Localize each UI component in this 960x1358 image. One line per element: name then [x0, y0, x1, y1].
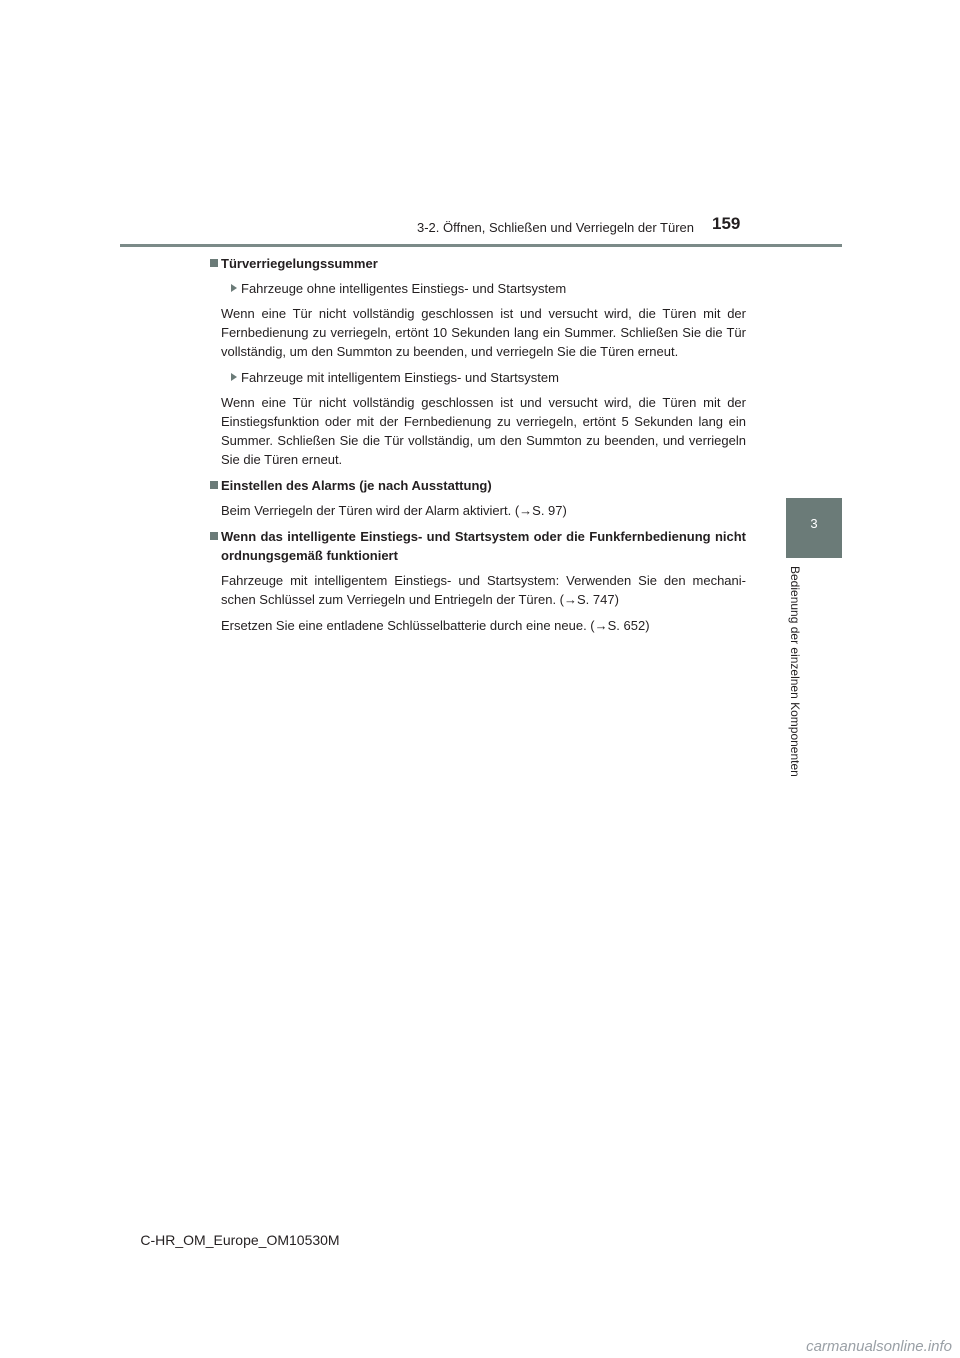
- paragraph: Fahrzeuge mit intelligentem Einstiegs- und Startsystem: Verwenden Sie den mechani-schen Schlüssel zum Verriegeln und Entriegeln der Türen. (→S. 747): [221, 573, 746, 607]
- paragraph: Ersetzen Sie eine entladene Schlüsselbatterie durch eine neue. (→S. 652): [221, 618, 650, 633]
- section-malfunction: [210, 527, 746, 635]
- main-content: [210, 254, 746, 642]
- header-divider: [120, 244, 842, 247]
- section-title: 3-2. Öffnen, Schließen und Verriegeln der Türen: [416, 220, 694, 235]
- chapter-title: Bedienung der einzelnen Komponenten: [788, 566, 802, 777]
- subsection-label-text: Fahrzeuge mit intelligentem Einstiegs- und Startsystem: [241, 370, 559, 385]
- section-heading: [210, 254, 746, 273]
- paragraph: Beim Verriegeln der Türen wird der Alarm aktiviert. (→S. 97): [221, 503, 567, 518]
- triangle-right-icon: [231, 373, 237, 381]
- section-heading-text: Wenn das intelligente Einstiegs- und Startsystem oder die Funkfernbedienung nicht ordnungsgemäß funktioniert: [221, 529, 746, 563]
- square-bullet-icon: [210, 481, 218, 489]
- document-code: C-HR_OM_Europe_OM10530M: [140, 1232, 340, 1248]
- paragraph: Wenn eine Tür nicht vollständig geschlossen ist und versucht wird, die Türen mit der Fernbedienung zu verriegeln, ertönt 10 Sekunden lang ein Summer. Schließen Sie die Tür vollständig, um den Summton zu beenden, und verriegeln Sie die Türen erneut.: [221, 306, 746, 359]
- subsection-label-text: Fahrzeuge ohne intelligentes Einstiegs- und Startsystem: [241, 281, 567, 296]
- subsection-label: [210, 368, 746, 387]
- subsection-label: [210, 279, 746, 298]
- section-heading-text: Türverriegelungssummer: [221, 256, 378, 271]
- section-heading: [210, 476, 746, 495]
- chapter-label-container: [786, 566, 806, 792]
- square-bullet-icon: [210, 532, 218, 540]
- watermark: carmanualsonline.info: [806, 1338, 952, 1355]
- section-door-lock-buzzer: [210, 254, 746, 469]
- page-number: 159: [712, 214, 741, 233]
- triangle-right-icon: [231, 284, 237, 292]
- paragraph: Wenn eine Tür nicht vollständig geschlossen ist und versucht wird, die Türen mit der Einstiegsfunktion oder mit der Fernbedienung zu verriegeln, ertönt 5 Sekunden lang ein Summer. Schließen Sie die Tür vollständig, um den Summton zu beenden, und verriegeln Sie die Türen erneut.: [221, 395, 746, 467]
- chapter-tab: [786, 498, 842, 558]
- section-heading: [210, 527, 746, 565]
- section-heading-text: Einstellen des Alarms (je nach Ausstattung): [221, 478, 492, 493]
- section-alarm-setting: [210, 476, 746, 520]
- chapter-number: 3: [810, 516, 818, 531]
- square-bullet-icon: [210, 259, 218, 267]
